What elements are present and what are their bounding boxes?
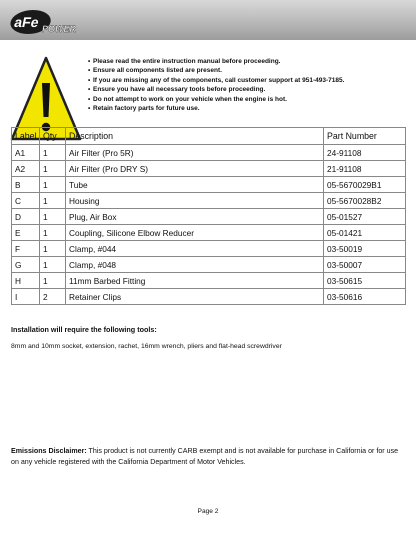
cell-description: Retainer Clips — [66, 289, 324, 305]
parts-table — [11, 127, 406, 305]
cell-qty: 1 — [40, 257, 66, 273]
table-row — [12, 273, 406, 289]
cell-part-number: 03-50007 — [324, 257, 406, 273]
table-row — [12, 177, 406, 193]
cell-qty: 1 — [40, 209, 66, 225]
warning-item: • Ensure you have all necessary tools before proceeding. — [88, 86, 266, 94]
warning-item: • Do not attempt to work on your vehicle when the engine is hot. — [88, 95, 287, 103]
cell-description: 11mm Barbed Fitting — [66, 273, 324, 289]
cell-description: Clamp, #044 — [66, 241, 324, 257]
column-header-description: Description — [66, 128, 324, 145]
table-row — [12, 161, 406, 177]
cell-description: Clamp, #048 — [66, 257, 324, 273]
cell-description: Coupling, Silicone Elbow Reducer — [66, 225, 324, 241]
warnings-list — [88, 57, 408, 113]
table-row — [12, 257, 406, 273]
column-header-part-number: Part Number — [324, 128, 406, 145]
cell-label: F — [12, 241, 40, 257]
cell-label: A1 — [12, 145, 40, 161]
cell-label: G — [12, 257, 40, 273]
cell-part-number: 03-50615 — [324, 273, 406, 289]
cell-qty: 1 — [40, 161, 66, 177]
cell-qty: 1 — [40, 177, 66, 193]
table-row — [12, 225, 406, 241]
cell-qty: 1 — [40, 193, 66, 209]
emissions-disclaimer — [11, 446, 407, 467]
cell-part-number: 05-5670028B2 — [324, 193, 406, 209]
cell-description: Plug, Air Box — [66, 209, 324, 225]
cell-description: Air Filter (Pro DRY S) — [66, 161, 324, 177]
warning-item: • Please read the entire instruction manual before proceeding. — [88, 58, 281, 65]
cell-part-number: 05-01421 — [324, 225, 406, 241]
cell-label: B — [12, 177, 40, 193]
cell-label: I — [12, 289, 40, 305]
table-row — [12, 193, 406, 209]
page-number: Page 2 — [197, 508, 219, 515]
cell-part-number: 05-01527 — [324, 209, 406, 225]
cell-qty: 2 — [40, 289, 66, 305]
afe-power-logo — [8, 6, 80, 36]
table-row — [12, 289, 406, 305]
warning-item: • If you are missing any of the components, call customer support at 951-493-7185. — [88, 76, 345, 84]
cell-part-number: 03-50019 — [324, 241, 406, 257]
cell-description: Tube — [66, 177, 324, 193]
tools-heading: Installation will require the following tools: — [11, 325, 157, 334]
cell-description: Air Filter (Pro 5R) — [66, 145, 324, 161]
warning-item: • Retain factory parts for future use. — [88, 105, 200, 113]
cell-qty: 1 — [40, 145, 66, 161]
cell-part-number: 05-5670029B1 — [324, 177, 406, 193]
emissions-label: Emissions Disclaimer: — [11, 447, 87, 455]
cell-qty: 1 — [40, 241, 66, 257]
table-header-row — [12, 128, 406, 145]
cell-label: H — [12, 273, 40, 289]
svg-text:POWER: POWER — [42, 24, 77, 34]
table-row — [12, 145, 406, 161]
svg-text:aFe: aFe — [12, 14, 41, 30]
cell-part-number: 21-91108 — [324, 161, 406, 177]
warning-item: • Ensure all components listed are present. — [88, 67, 222, 75]
cell-part-number: 03-50616 — [324, 289, 406, 305]
table-row — [12, 209, 406, 225]
tools-list-text: 8mm and 10mm socket, extension, rachet, 16mm wrench, pliers and flat-head screwdriver — [11, 343, 282, 350]
cell-label: C — [12, 193, 40, 209]
column-header-label: Label — [12, 128, 40, 145]
emissions-text: This product is not currently CARB exempt and is not available for purchase in California or for use on any vehicle registered with the California Department of Motor Vehicles. — [11, 447, 399, 466]
cell-label: D — [12, 209, 40, 225]
cell-description: Housing — [66, 193, 324, 209]
cell-qty: 1 — [40, 273, 66, 289]
cell-part-number: 24-91108 — [324, 145, 406, 161]
column-header-qty: Qty. — [40, 128, 66, 145]
cell-label: E — [12, 225, 40, 241]
cell-label: A2 — [12, 161, 40, 177]
cell-qty: 1 — [40, 225, 66, 241]
table-row — [12, 241, 406, 257]
